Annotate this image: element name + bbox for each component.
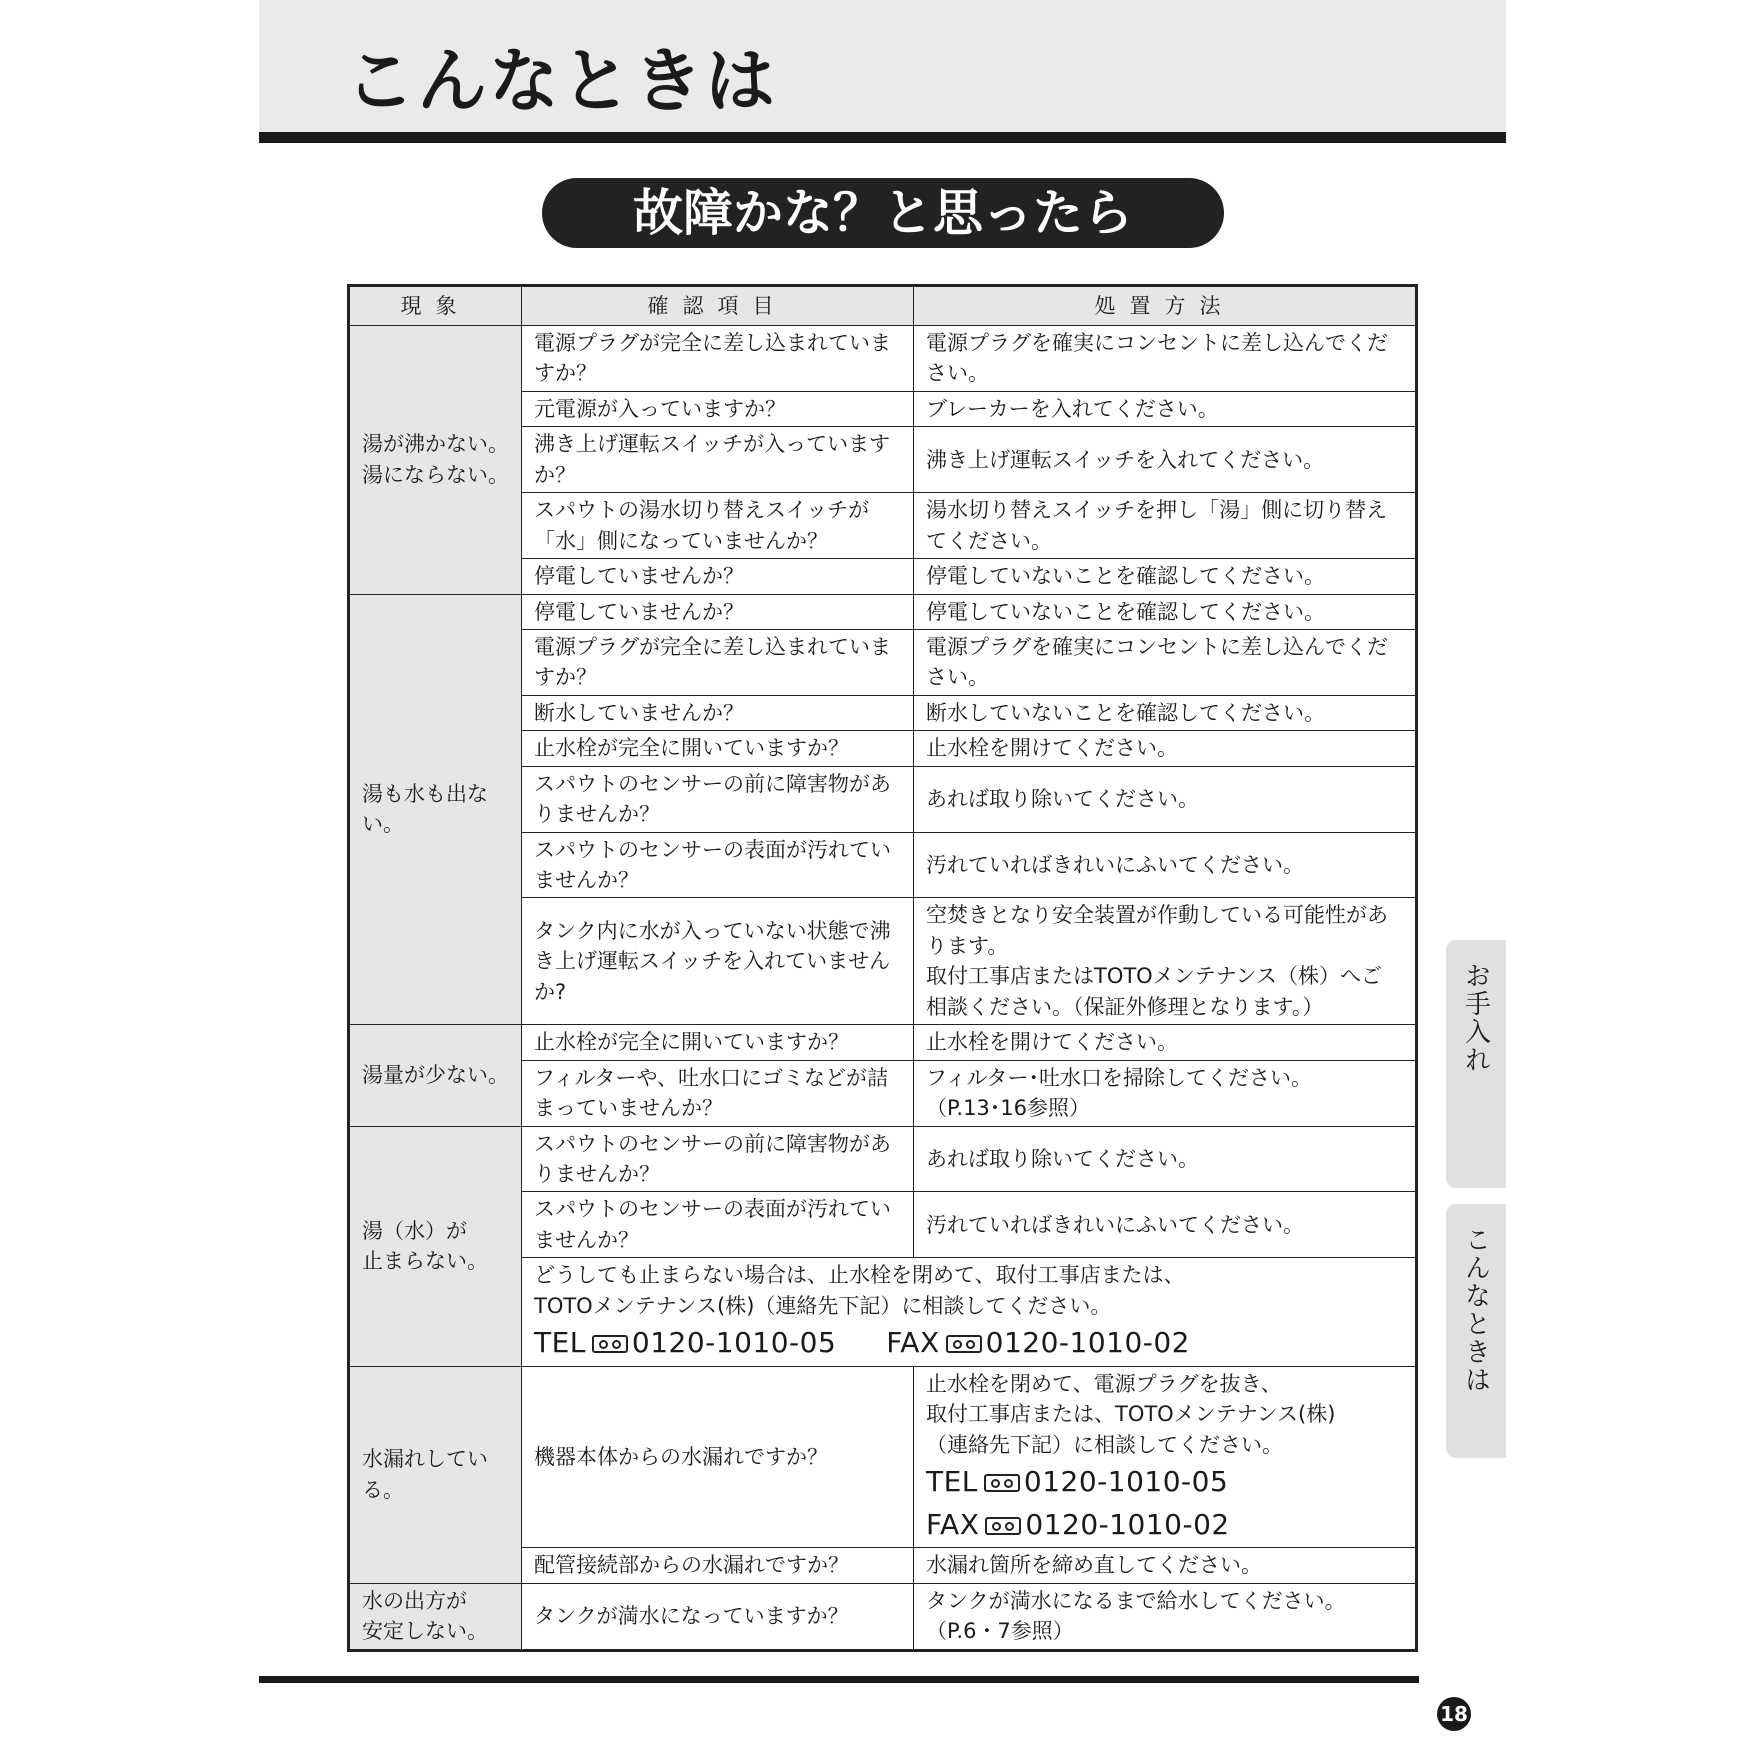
action-cell [914, 559, 1417, 594]
action-cell [914, 731, 1417, 766]
check-cell [522, 1025, 914, 1060]
check-text: スパウトのセンサーの前に障害物がありませんか？ [534, 1131, 891, 1186]
check-cell [522, 1192, 914, 1258]
page-title: こんなときは [345, 40, 777, 122]
freedial-icon [984, 1474, 1020, 1492]
action-cell [914, 493, 1417, 559]
table-header-row [349, 286, 1417, 326]
action-cell [914, 1025, 1417, 1060]
phenomenon-cell [349, 326, 522, 595]
action-cell [914, 1366, 1417, 1548]
check-cell [522, 1060, 914, 1126]
action-text: 止水栓を開けてください。 [926, 1030, 1178, 1055]
freedial-icon [985, 1517, 1021, 1535]
phenomenon-cell [349, 1366, 522, 1583]
action-text: 電源プラグを確実にコンセントに差し込んでください。 [926, 331, 1388, 386]
check-text: 電源プラグが完全に差し込まれていますか？ [534, 331, 891, 386]
action-text: タンクが満水になるまで給水してください。 （P.6・7参照） [926, 1588, 1346, 1644]
check-text: スパウトの湯水切り替えスイッチが「水」側になっていませんか？ [534, 498, 870, 553]
fax-label: FAX [926, 1507, 980, 1541]
action-text: 汚れていればきれいにふいてください。 [926, 852, 1304, 877]
action-cell [914, 1192, 1417, 1258]
action-text: 汚れていればきれいにふいてください。 [926, 1212, 1304, 1237]
check-cell [522, 629, 914, 695]
check-text: 元電源が入っていますか？ [534, 396, 786, 421]
action-text: 電源プラグを確実にコンセントに差し込んでください。 [926, 634, 1388, 690]
fax-number: 0120-1010-02 [985, 1326, 1190, 1360]
note-cell [522, 1258, 1417, 1366]
phenomenon-text: 湯が沸かない。 湯にならない。 [362, 432, 509, 487]
action-cell [914, 1060, 1417, 1126]
check-text: 断水していませんか？ [534, 700, 744, 725]
tel-number: 0120-1010-05 [631, 1326, 837, 1360]
table-row [349, 1126, 1417, 1192]
side-tab-troubleshooting[interactable]: こんなときは [1446, 1204, 1506, 1458]
action-text: 断水していないことを確認してください。 [926, 700, 1325, 725]
action-cell [914, 629, 1417, 695]
action-text: 水漏れ箇所を締め直してください。 [926, 1553, 1262, 1578]
check-cell [522, 731, 914, 766]
phenomenon-cell [349, 1126, 522, 1366]
action-text: あれば取り除いてください。 [926, 786, 1199, 811]
contact-line [926, 1505, 1403, 1546]
action-cell [914, 695, 1417, 730]
action-cell [914, 427, 1417, 493]
check-cell [522, 766, 914, 832]
table-row [349, 594, 1417, 629]
action-text: 空焚きとなり安全装置が作動している可能性があります。 取付工事店またはTOTOメンテナンス（株）へご相談ください。（保証外修理となります。） [926, 903, 1388, 1019]
header-check: 確認項目 [522, 286, 914, 326]
check-cell [522, 1366, 914, 1548]
fax-label: FAX [886, 1326, 940, 1360]
action-text: ブレーカーを入れてください。 [926, 396, 1219, 421]
check-text: 機器本体からの水漏れですか？ [534, 1444, 828, 1469]
check-text: 止水栓が完全に開いていますか？ [534, 736, 849, 761]
action-cell [914, 391, 1417, 426]
check-cell [522, 1548, 914, 1583]
phenomenon-text: 水の出方が 安定しない。 [362, 1588, 488, 1644]
side-tab-care[interactable]: お手入れ [1446, 940, 1506, 1188]
check-text: スパウトのセンサーの前に障害物がありませんか？ [534, 771, 891, 827]
phenomenon-cell [349, 1025, 522, 1126]
check-text: 沸き上げ運転スイッチが入っていますか？ [534, 432, 891, 487]
tel-number: 0120-1010-05 [1023, 1465, 1229, 1499]
check-cell [522, 326, 914, 392]
check-cell [522, 898, 914, 1025]
phenomenon-cell [349, 594, 522, 1025]
check-text: フィルターや、吐水口にゴミなどが詰まっていませんか？ [534, 1065, 889, 1121]
action-cell [914, 1126, 1417, 1192]
action-text: あれば取り除いてください。 [926, 1146, 1199, 1171]
troubleshooting-table [347, 284, 1418, 1652]
action-text: 停電していないことを確認してください。 [926, 599, 1325, 624]
fax-number: 0120-1010-02 [1025, 1507, 1230, 1541]
phenomenon-text: 湯量が少ない。 [362, 1063, 509, 1088]
check-text: タンクが満水になっていますか？ [534, 1603, 849, 1628]
note-text: どうしても止まらない場合は、止水栓を閉めて、取付工事店または、 TOTOメンテナンス(株)（連絡先下記）に相談してください。 [534, 1263, 1185, 1318]
check-text: スパウトのセンサーの表面が汚れていませんか？ [534, 837, 891, 892]
section-title: 故障かな？と思ったら [542, 178, 1224, 248]
contact-block [926, 1462, 1403, 1545]
check-cell [522, 427, 914, 493]
tel-label: TEL [926, 1465, 978, 1499]
table-row [349, 1025, 1417, 1060]
tel-label: TEL [534, 1326, 586, 1360]
header-rule [259, 132, 1506, 143]
action-text: 止水栓を開けてください。 [926, 736, 1178, 761]
phenomenon-cell [349, 1583, 522, 1650]
check-text: 止水栓が完全に開いていますか？ [534, 1030, 849, 1055]
table-row [349, 1583, 1417, 1650]
check-cell [522, 832, 914, 898]
phenomenon-text: 湯も水も出ない。 [362, 781, 488, 837]
check-text: 配管接続部からの水漏れですか？ [534, 1553, 849, 1578]
check-cell [522, 1126, 914, 1192]
action-text: 止水栓を閉めて、電源プラグを抜き、 取付工事店または、TOTOメンテナンス(株) （連絡先下記）に相談してください。 [926, 1371, 1336, 1457]
header-phenomenon: 現象 [349, 286, 522, 326]
check-text: 停電していませんか？ [534, 599, 744, 624]
action-cell [914, 832, 1417, 898]
action-cell [914, 1583, 1417, 1650]
check-cell [522, 1583, 914, 1650]
contact-line [534, 1323, 1403, 1364]
action-cell [914, 898, 1417, 1025]
phenomenon-text: 水漏れしている。 [362, 1447, 488, 1502]
phenomenon-text: 湯（水）が 止まらない。 [362, 1218, 488, 1274]
check-cell [522, 493, 914, 559]
footer-rule [259, 1676, 1419, 1683]
check-cell [522, 594, 914, 629]
action-text: 停電していないことを確認してください。 [926, 564, 1325, 589]
check-cell [522, 559, 914, 594]
contact-line [926, 1462, 1403, 1503]
page-number: 18 [1437, 1697, 1471, 1731]
table-row [349, 326, 1417, 392]
freedial-icon [946, 1335, 982, 1353]
check-cell [522, 391, 914, 426]
header-action: 処置方法 [914, 286, 1417, 326]
check-text: スパウトのセンサーの表面が汚れていませんか？ [534, 1197, 891, 1252]
action-cell [914, 594, 1417, 629]
action-text: 湯水切り替えスイッチを押し「湯」側に切り替えてください。 [926, 498, 1388, 553]
check-text: タンク内に水が入っていない状態で沸き上げ運転スイッチを入れていませんか? [534, 918, 891, 1004]
table-row [349, 1366, 1417, 1548]
check-text: 停電していませんか？ [534, 564, 744, 589]
action-cell [914, 326, 1417, 392]
check-cell [522, 695, 914, 730]
action-cell [914, 766, 1417, 832]
action-cell [914, 1548, 1417, 1583]
action-text: 沸き上げ運転スイッチを入れてください。 [926, 447, 1325, 472]
action-text: フィルター･吐水口を掃除してください。 （P.13･16参照） [926, 1065, 1312, 1121]
check-text: 電源プラグが完全に差し込まれていますか？ [534, 634, 891, 690]
freedial-icon [592, 1335, 628, 1353]
